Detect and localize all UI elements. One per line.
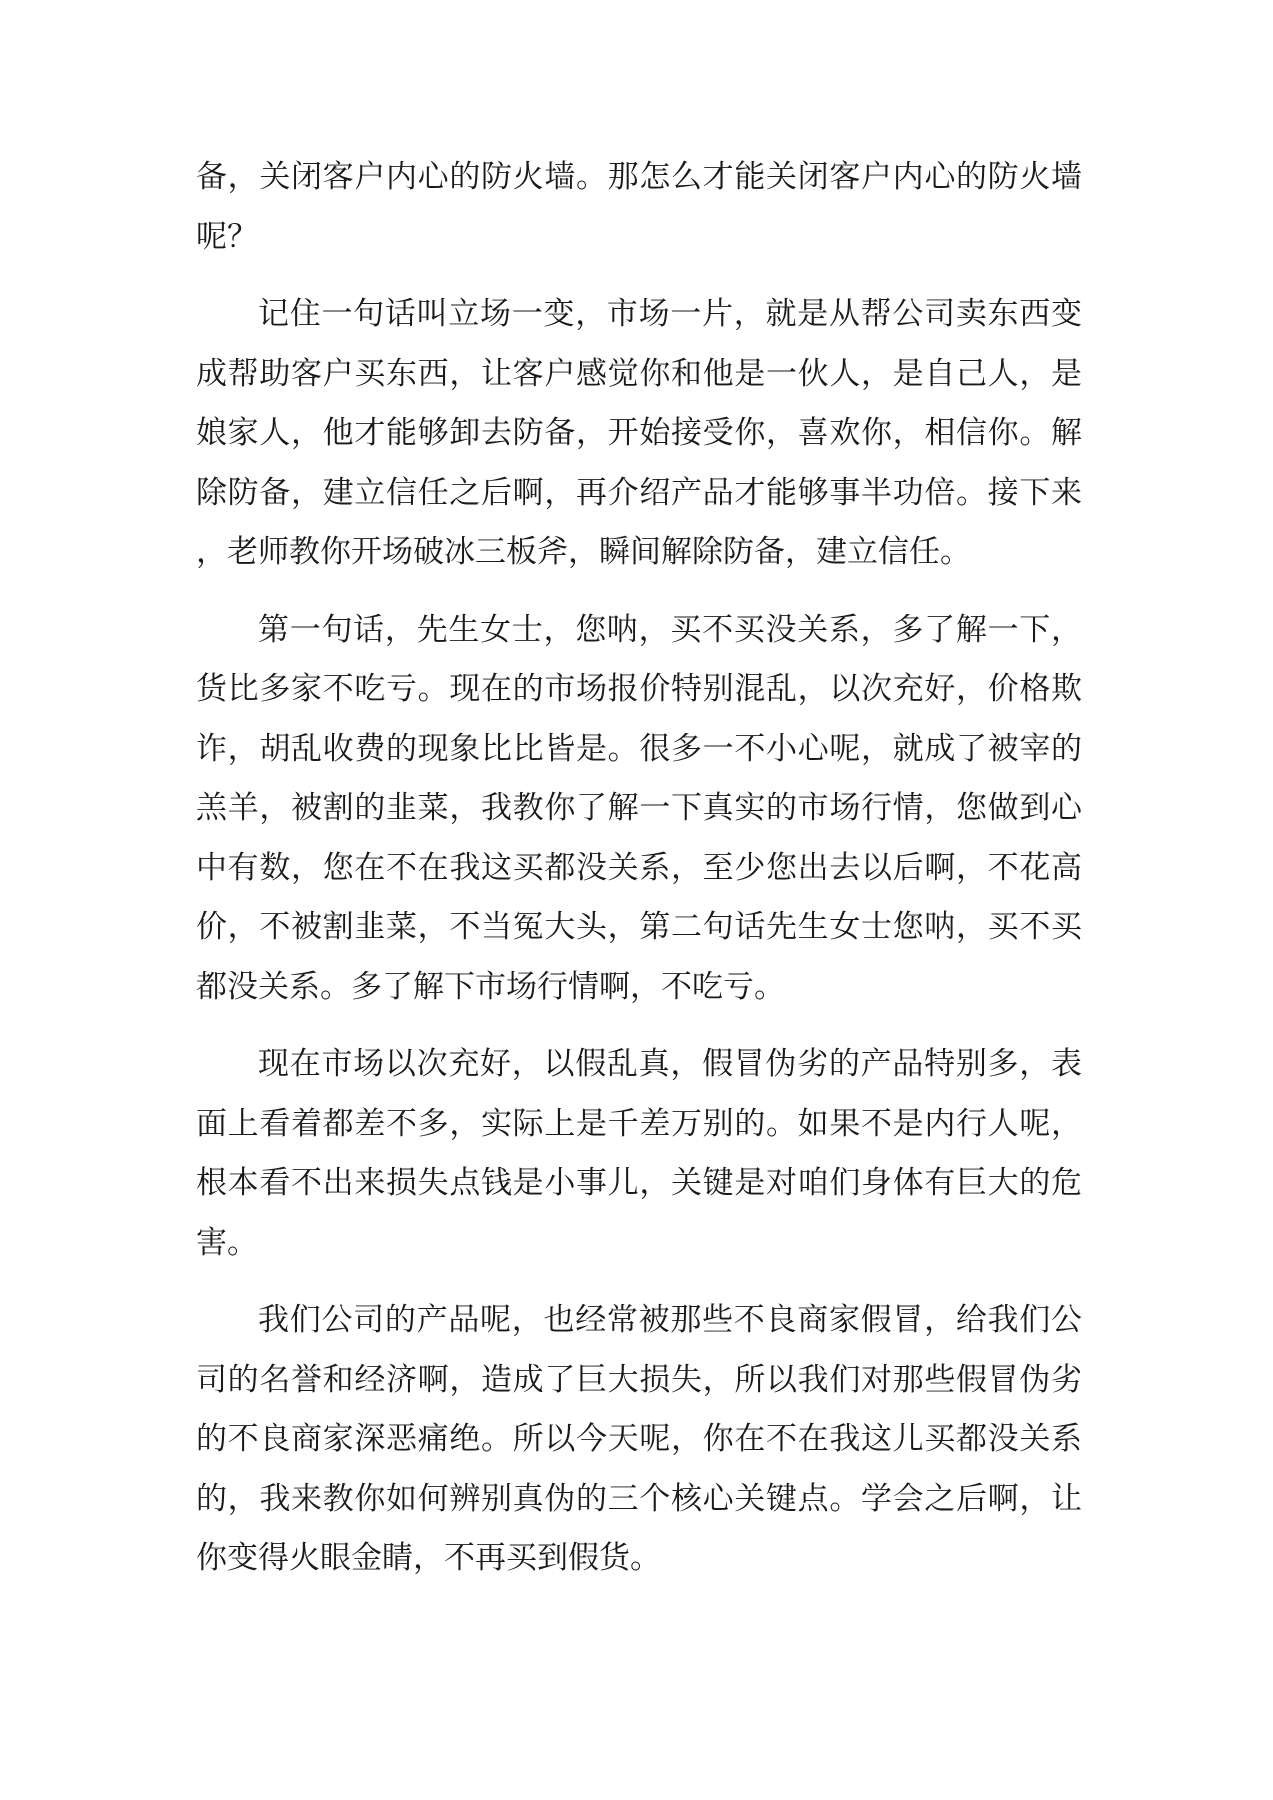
document-body <box>196 148 1082 1607</box>
paragraph-3: 第一句话，先生女士，您呐，买不买没关系，多了解一下，货比多家不吃亏。现在的市场报价特别混乱，以次充好，价格欺诈，胡乱收费的现象比比皆是。很多一不小心呢，就成了被宰的羔羊，被割的韭菜，我教你了解一下真实的市场行情，您做到心中有数，您在不在我这买都没关系，至少您出去以后啊，不花高价，不被割韭菜，不当冤大头，第二句话先生女士您呐，买不买都没关系。多了解下市场行情啊，不吃亏。 <box>196 611 1082 1005</box>
paragraph-4: 现在市场以次充好，以假乱真，假冒伪劣的产品特别多，表面上看着都差不多，实际上是千差万别的。如果不是内行人呢，根本看不出来损失点钱是小事儿，关键是对咱们身体有巨大的危害。 <box>196 1046 1082 1261</box>
paragraph-2: 记住一句话叫立场一变，市场一片，就是从帮公司卖东西变成帮助客户买东西，让客户感觉你和他是一伙人，是自己人，是娘家人，他才能够卸去防备，开始接受你，喜欢你，相信你。解除防备，建立信任之后啊，再介绍产品才能够事半功倍。接下来，老师教你开场破冰三板斧，瞬间解除防备，建立信任。 <box>196 296 1082 570</box>
paragraph-5: 我们公司的产品呢，也经常被那些不良商家假冒，给我们公司的名誉和经济啊，造成了巨大损失，所以我们对那些假冒伪劣的不良商家深恶痛绝。所以今天呢，你在不在我这儿买都没关系的，我来教你如何辨别真伪的三个核心关键点。学会之后啊，让你变得火眼金睛，不再买到假货。 <box>196 1302 1082 1576</box>
paragraph-1: 备，关闭客户内心的防火墙。那怎么才能关闭客户内心的防火墙呢？ <box>196 159 1082 255</box>
